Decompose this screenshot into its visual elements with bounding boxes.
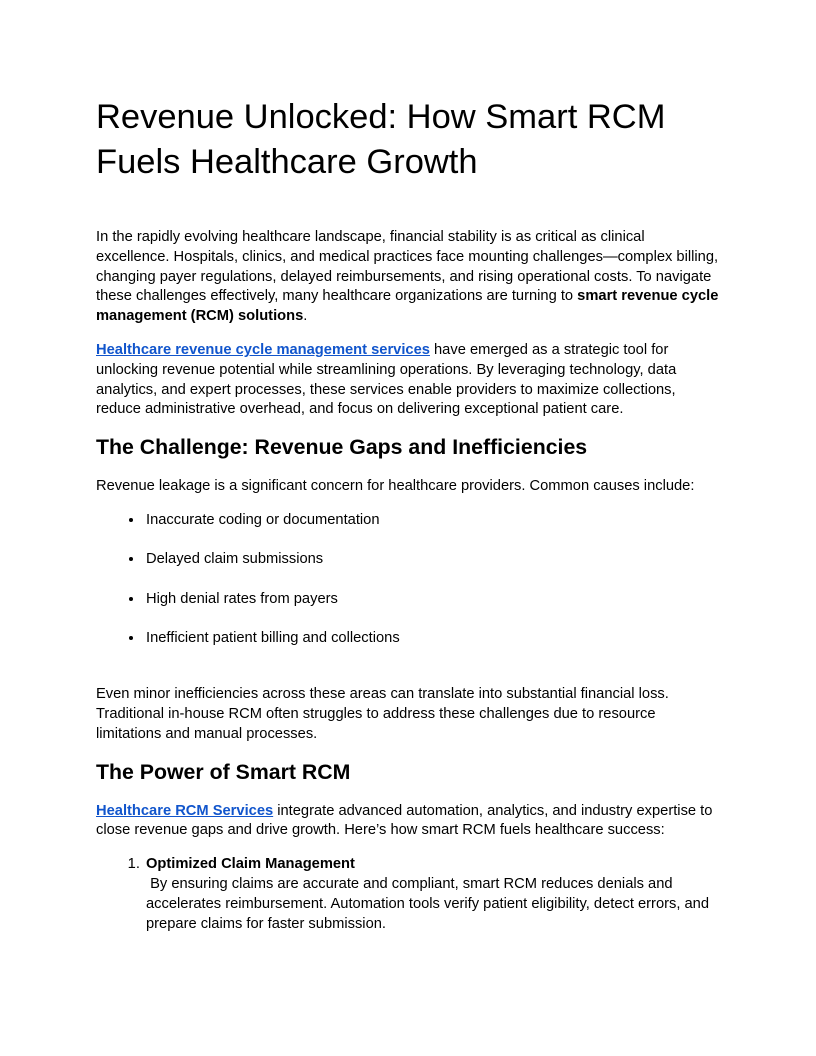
- revenue-cycle-management-services-link[interactable]: Healthcare revenue cycle management services: [96, 341, 430, 358]
- numbered-item-title: Optimized Claim Management: [146, 856, 355, 873]
- list-item: • High denial rates from payers: [144, 590, 720, 610]
- numbered-list-item: [144, 855, 720, 934]
- intro-paragraph-text: In the rapidly evolving healthcare landscape, financial stability is as critical as clinical excellence. Hospitals, clinics, and medical practices face mounting challenges—complex billing, changing payer regulations, delayed reimbursements, and rising operational costs. To navigate these challenges effectively, many healthcare organizations are turning to: [96, 229, 719, 305]
- power-section-heading: The Power of Smart RCM: [96, 759, 351, 784]
- services-paragraph: [96, 341, 720, 420]
- challenge-outro-paragraph: Even minor inefficiencies across these areas can translate into substantial financial loss. Traditional in-house RCM often struggles to address these challenges due to resource limitations and manual processes.: [96, 686, 669, 742]
- list-item: • Inaccurate coding or documentation: [144, 511, 720, 531]
- services-paragraph-text: have emerged as a strategic tool for unlocking revenue potential while streamlining operations. By leveraging technology, data analytics, and expert processes, these services enable providers to maximize collections, reduce administrative overhead, and focus on delivering exceptional patient care.: [96, 341, 677, 418]
- list-item: • Inefficient patient billing and collections: [144, 629, 720, 649]
- challenge-section-heading: The Challenge: Revenue Gaps and Inefficiencies: [96, 435, 588, 460]
- numbered-item-body: By ensuring claims are accurate and compliant, smart RCM reduces denials and accelerates reimbursement. Automation tools verify patient eligibility, detect errors, and prepare claims for faster submission.: [146, 875, 714, 932]
- intro-paragraph-end: .: [303, 308, 308, 325]
- revenue-leakage-causes-list: [96, 511, 720, 668]
- intro-paragraph-bold-text: smart revenue cycle management (RCM) solutions: [96, 288, 719, 325]
- smart-rcm-benefits-list: [96, 855, 720, 934]
- intro-paragraph: [96, 228, 720, 327]
- challenge-intro-paragraph: Revenue leakage is a significant concern for healthcare providers. Common causes include:: [96, 478, 695, 495]
- power-intro-paragraph-text: integrate advanced automation, analytics, and industry expertise to close revenue gaps and drive growth. Here’s how smart RCM fuels healthcare success:: [96, 802, 713, 839]
- document-title: Revenue Unlocked: How Smart RCM Fuels Healthcare Growth: [96, 98, 666, 181]
- healthcare-rcm-services-link[interactable]: Healthcare RCM Services: [96, 802, 274, 819]
- list-item: • Delayed claim submissions: [144, 550, 720, 570]
- power-intro-paragraph: [96, 802, 720, 842]
